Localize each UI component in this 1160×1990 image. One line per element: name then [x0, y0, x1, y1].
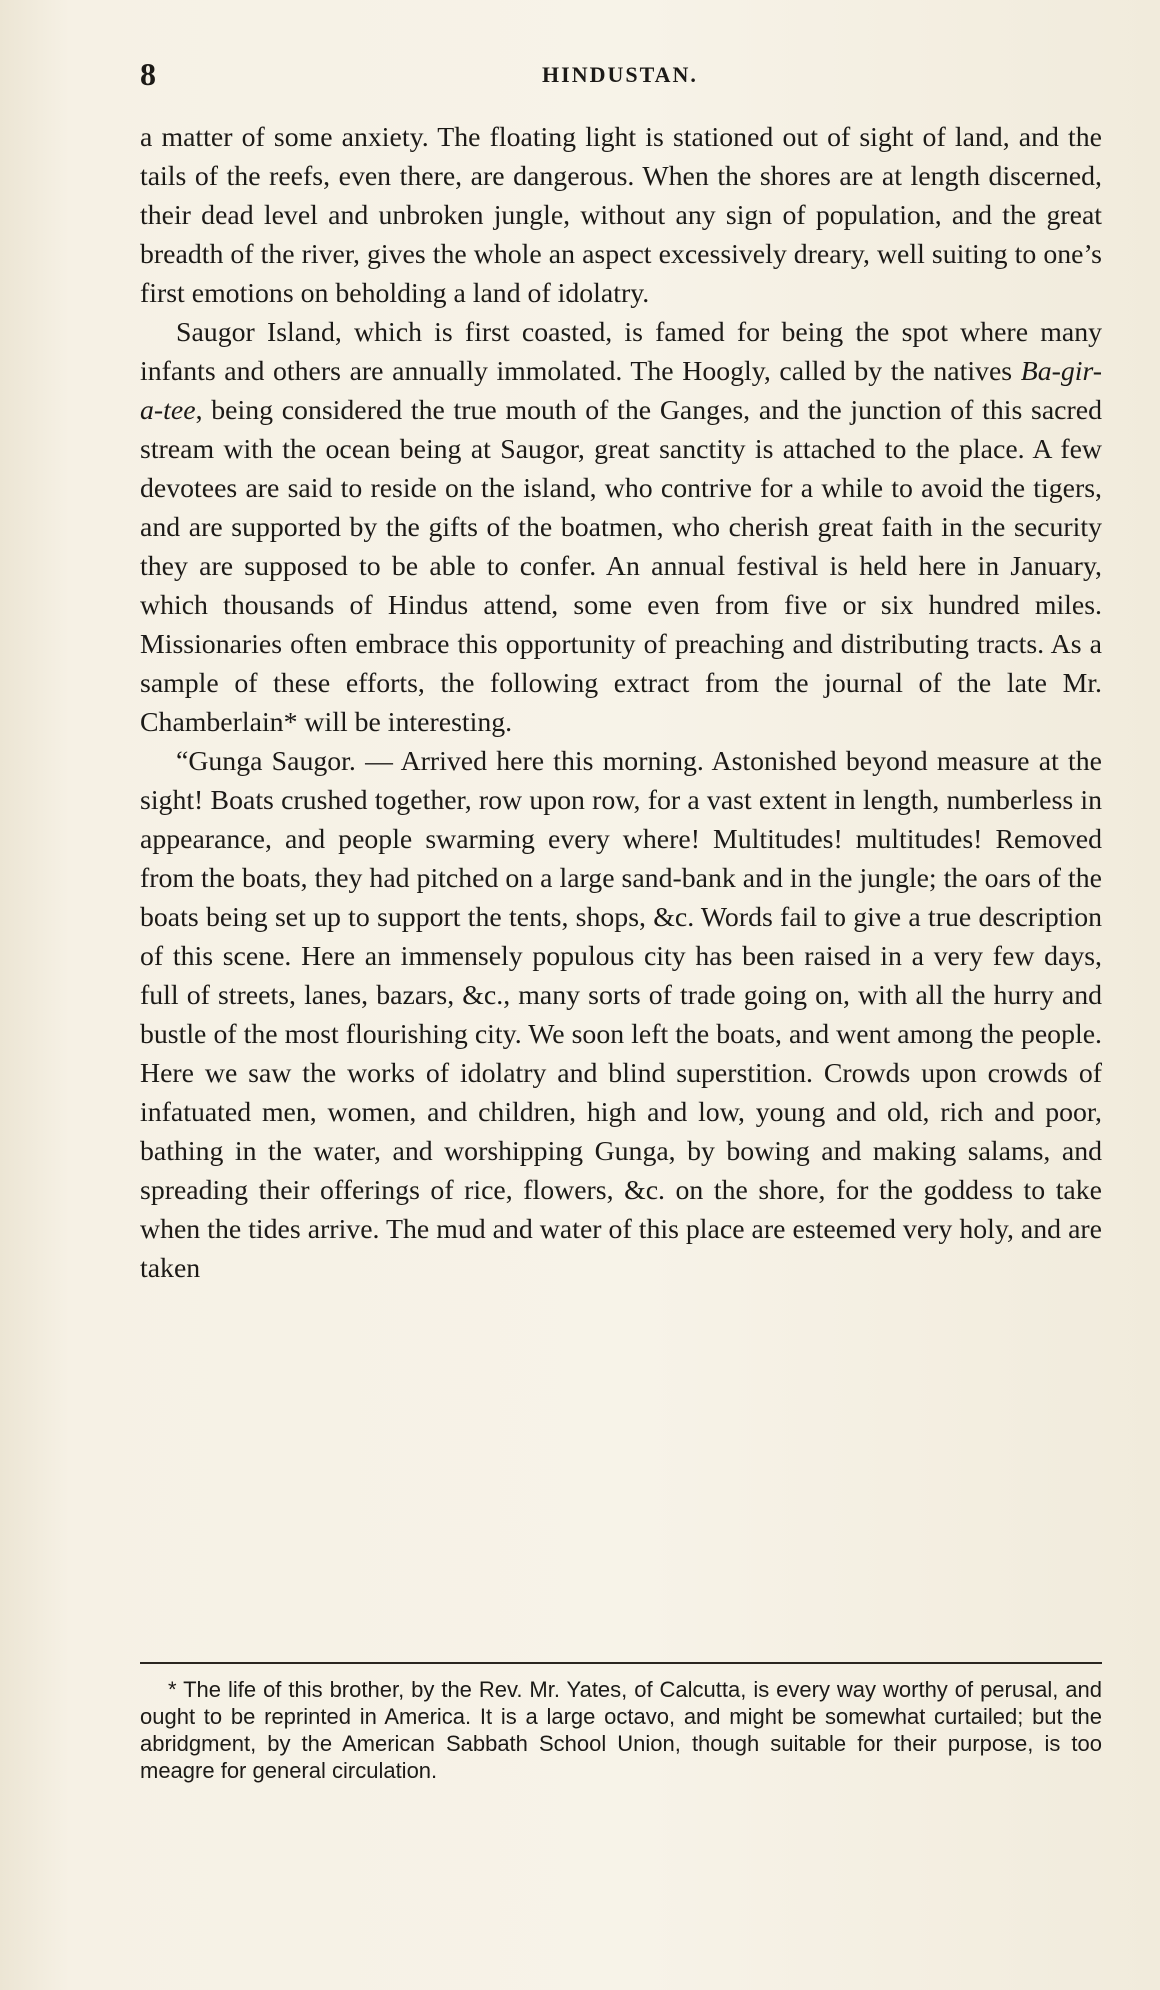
- body-text: [140, 118, 1102, 1288]
- paragraph-3: “Gunga Saugor. — Arrived here this morning. Astonished beyond measure at the sight! Boats crushed together, row upon row, for a vast extent in length, numberless in appearance, and people swarming every where! Multitudes! multitudes! Removed from the boats, they had pitched on a large sand-bank and in the jungle; the oars of the boats being set up to support the tents, shops, &c. Words fail to give a true description of this scene. Here an immensely populous city has been raised in a very few days, full of streets, lanes, bazars, &c., many sorts of trade going on, with all the hurry and bustle of the most flourishing city. We soon left the boats, and went among the people. Here we saw the works of idolatry and blind superstition. Crowds upon crowds of infatuated men, women, and children, high and low, young and old, rich and poor, bathing in the water, and worshipping Gunga, by bowing and making salams, and spreading their offerings of rice, flowers, &c. on the shore, for the goddess to take when the tides arrive. The mud and water of this place are esteemed very holy, and are taken: [140, 746, 1102, 1284]
- page-number: 8: [140, 56, 156, 92]
- paragraph-2-text-start: Saugor Island, which is first coasted, is famed for being the spot where many infants and others are annually immolated. The Hoogly, called by the natives: [140, 317, 1102, 387]
- italic-term: Ba-gir-a-tee: [140, 356, 1102, 426]
- footnote: * The life of this brother, by the Rev. Mr. Yates, of Calcutta, is every way worthy of perusal, and ought to be reprinted in America. It is a large octavo, and might be somewhat curtailed; but the abridgment, by the American Sabbath School Union, though suitable for their purpose, is too meagre for general circulation.: [140, 1677, 1102, 1783]
- paragraph-1: a matter of some anxiety. The floating light is stationed out of sight of land, and the tails of the reefs, even there, are dangerous. When the shores are at length discerned, their dead level and unbroken jungle, without any sign of population, and the great breadth of the river, gives the whole an aspect excessively dreary, well suiting to one’s first emotions on beholding a land of idolatry.: [140, 122, 1102, 309]
- running-head: HINDUSTAN.: [542, 62, 698, 87]
- page-header: [140, 56, 1100, 96]
- footnote-divider: [140, 1662, 1102, 1664]
- paragraph-2-text-end: , being considered the true mouth of the Ganges, and the junction of this sacred stream with the ocean being at Saugor, great sanctity is attached to the place. A few devotees are said to reside on the island, who contrive for a while to avoid the tigers, and are supported by the gifts of the boatmen, who cherish great faith in the security they are supposed to be able to confer. An annual festival is held here in January, which thousands of Hindus attend, some even from five or six hundred miles. Missionaries often embrace this opportunity of preaching and distributing tracts. As a sample of these efforts, the following extract from the journal of the late Mr. Chamberlain* will be interesting.: [140, 395, 1102, 738]
- paragraph-2: [140, 313, 1102, 742]
